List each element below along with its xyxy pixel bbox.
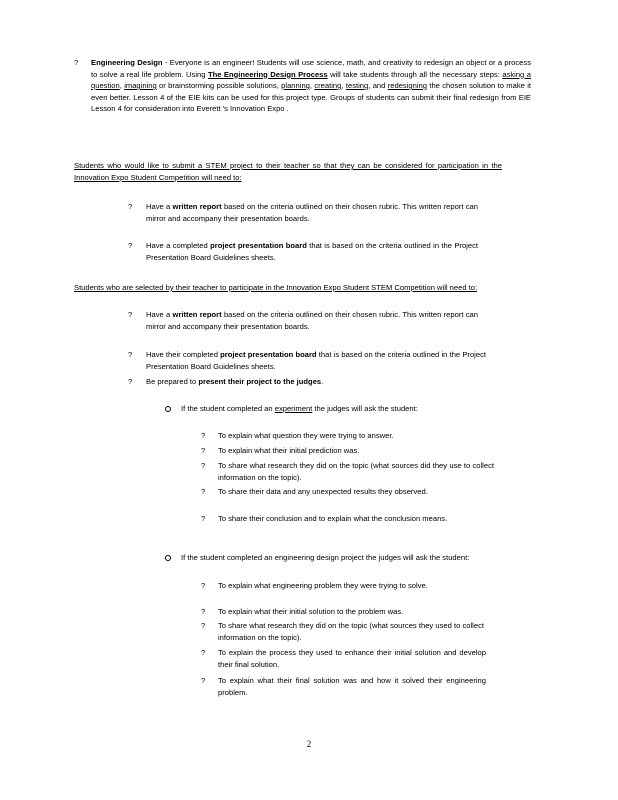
bullet-marker: ? [201, 487, 206, 496]
engineering-question: To share what research they did on the topic (what sources they used to collect information on the topic). [218, 621, 484, 642]
circle-bullet-icon [165, 406, 171, 412]
bullet-marker: ? [128, 202, 133, 211]
experiment-question: To explain what question they were trying to answer. [218, 431, 394, 440]
bullet-marker: ? [201, 446, 206, 455]
engineering-question: To explain the process they used to enhance their initial solution and develop their final solution. [218, 648, 486, 669]
design-process-link[interactable]: The Engineering Design Process [207, 69, 328, 79]
bullet-marker: ? [128, 241, 133, 250]
bullet-marker: ? [128, 377, 133, 386]
section-2-header: Students who are selected by their teacher to participate in the Innovation Expo Student STEM Competition will need to: [74, 283, 478, 292]
bullet-marker: ? [201, 676, 206, 685]
engineering-question: To explain what engineering problem they were trying to solve. [218, 581, 428, 590]
section-2-item: Have their completed project presentation board that is based on the criteria outlined in the Project Presentation Board Guidelines sheets. [146, 350, 486, 371]
circle-bullet-icon [165, 555, 171, 561]
experiment-question: To share what research they did on the topic (what sources did they use to collect information on the topic). [218, 461, 494, 482]
bullet-marker: ? [201, 648, 206, 657]
bullet-marker: ? [201, 621, 206, 630]
page-number: 2 [306, 739, 312, 749]
experiment-question: To share their data and any unexpected results they observed. [218, 487, 428, 496]
bullet-marker: ? [128, 310, 133, 319]
experiment-question: To share their conclusion and to explain what the conclusion means. [218, 514, 448, 523]
engineering-question: To explain what their final solution was and how it solved their engineering problem. [218, 676, 486, 697]
section-1-item: Have a written report based on the criteria outlined on their chosen rubric. This written report can mirror and accompany their presentation boards. [146, 202, 478, 223]
bullet-marker: ? [201, 461, 206, 470]
section-2-item: Have a written report based on the criteria outlined on their chosen rubric. This written report can mirror and accompany their presentation boards. [146, 310, 478, 331]
bullet-marker: ? [201, 514, 206, 523]
intro-title: Engineering Design [91, 58, 163, 67]
bullet-marker: ? [74, 58, 79, 67]
section-2-item: Be prepared to present their project to the judges. [146, 377, 324, 386]
bullet-marker: ? [201, 607, 206, 616]
bullet-marker: ? [128, 350, 133, 359]
experiment-question: To explain what their initial prediction was. [218, 446, 360, 455]
section-1-header: Students who would like to submit a STEM project to their teacher so that they can be considered for participation in the Innovation Expo Student Competition will need to: [74, 161, 502, 182]
intro-paragraph: Engineering Design - Everyone is an engineer! Students will use science, math, and creativity to redesign an object or a process to solve a real life problem. Using The Engineering Design Process will take students through all the necessary steps: asking a question, imagining or brainstorming possible solutions, planning, creating, testing, and redesigning the chosen solution to make it even better. Lesson 4 of the EIE kits can be used for this project type. Groups of students can submit their final redesign from EIE Lesson 4 for consideration into Everett 's Innovation Expo . [91, 58, 531, 113]
engineering-question: To explain what their initial solution to the problem was. [218, 607, 404, 616]
bullet-marker: ? [201, 581, 206, 590]
section-1-item: Have a completed project presentation board that is based on the criteria outlined in the Project Presentation Board Guidelines sheets. [146, 241, 478, 262]
bullet-marker: ? [201, 431, 206, 440]
engineering-lead: If the student completed an engineering design project the judges will ask the student: [181, 553, 470, 562]
experiment-lead: If the student completed an experiment the judges will ask the student: [181, 404, 418, 413]
